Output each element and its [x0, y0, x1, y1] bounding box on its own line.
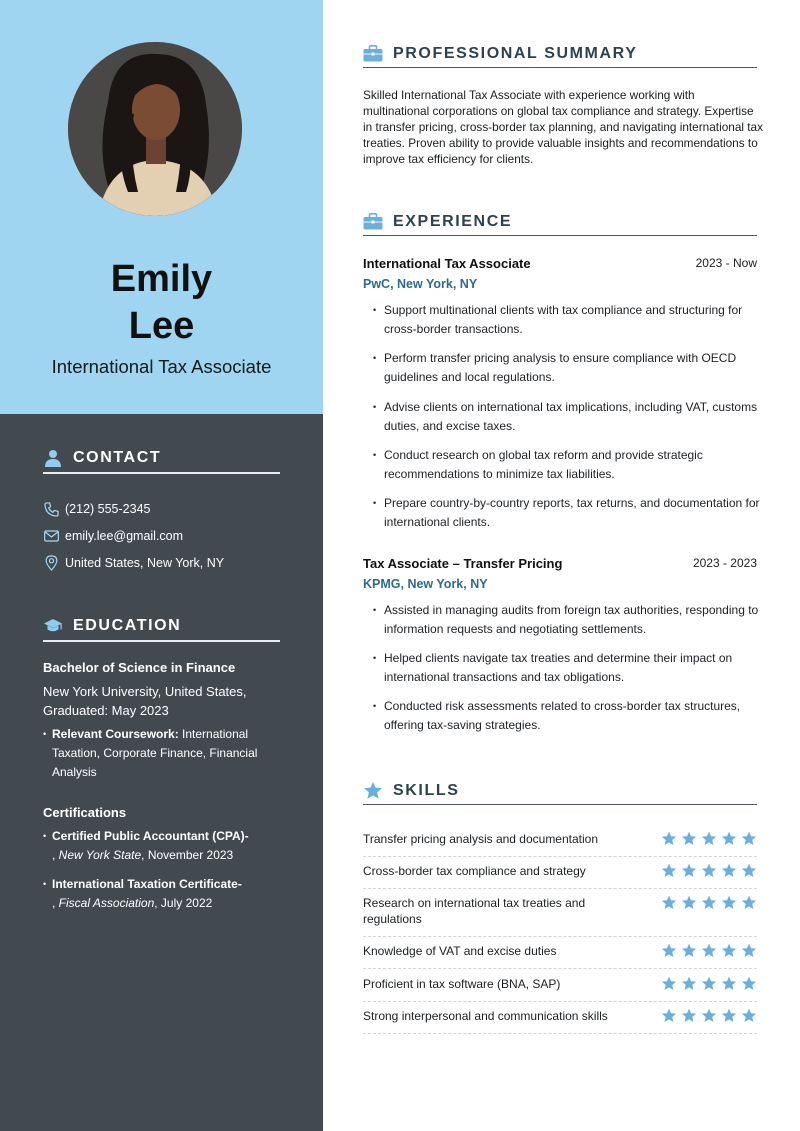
cert-date: , November 2023: [141, 848, 234, 862]
contact-heading: [43, 444, 280, 474]
skill-rating: [657, 976, 757, 991]
school-line1: New York University, United States,: [43, 684, 247, 699]
job-bullet: • Helped clients navigate tax treaties and determine their impact on international transactions and tax obligations.: [384, 649, 774, 687]
coursework-line2: Taxation, Corporate Finance, Financial: [52, 746, 258, 760]
skill-label: Cross-border tax compliance and strategy: [363, 864, 586, 878]
coursework-label: Relevant Coursework:: [52, 727, 179, 741]
star-icon: [701, 895, 717, 910]
cert-issuer: Fiscal Association: [58, 896, 155, 910]
skills-heading: [363, 777, 757, 805]
cert-prefix: ,: [52, 896, 59, 910]
star-icon: [661, 831, 677, 846]
education-heading: [43, 612, 280, 642]
star-icon: [681, 863, 697, 878]
skill-label: Transfer pricing analysis and documentation: [363, 832, 599, 846]
job-title: International Tax Associate: [363, 256, 531, 271]
summary-heading: [363, 40, 757, 68]
job-company: PwC, New York, NY: [363, 277, 478, 291]
cert-item: [52, 827, 284, 865]
coursework-line3: Analysis: [52, 765, 97, 779]
star-icon: [681, 1008, 697, 1023]
location-text: United States, New York, NY: [65, 556, 225, 570]
star-icon: [741, 831, 757, 846]
skill-rating: [657, 895, 757, 910]
location-pin-icon: [43, 555, 59, 571]
skill-rating: [657, 1008, 757, 1023]
skill-label: Knowledge of VAT and excise duties: [363, 944, 557, 958]
star-icon: [741, 976, 757, 991]
star-icon: [701, 976, 717, 991]
job-title: Tax Associate – Transfer Pricing: [363, 556, 563, 571]
star-icon: [721, 895, 737, 910]
cert-item: [52, 875, 284, 913]
job-company: KPMG, New York, NY: [363, 577, 488, 591]
school-line2: Graduated: May 2023: [43, 703, 169, 718]
contact-location: [43, 555, 224, 571]
skill-rating: [657, 943, 757, 958]
job-bullet: • Prepare country-by-country reports, tax returns, and documentation for international clients.: [384, 494, 774, 532]
briefcase-icon: [363, 212, 383, 232]
graduation-cap-icon: [43, 616, 63, 636]
contact-email: [43, 528, 183, 544]
mail-icon: [43, 528, 59, 544]
contact-heading-label: CONTACT: [73, 449, 162, 466]
star-icon: [721, 976, 737, 991]
skill-row: [363, 1008, 757, 1034]
star-icon: [681, 943, 697, 958]
experience-heading: [363, 208, 757, 236]
star-icon: [661, 943, 677, 958]
last-name: Lee: [128, 305, 195, 347]
star-icon: [363, 781, 383, 801]
star-icon: [701, 863, 717, 878]
star-icon: [741, 1008, 757, 1023]
user-icon: [43, 448, 63, 468]
skill-row: [363, 943, 757, 969]
certifications-heading: Certifications: [43, 805, 127, 820]
star-icon: [741, 895, 757, 910]
job-bullet: • Assisted in managing audits from foreign tax authorities, responding to information requests and negotiating settlements.: [384, 601, 774, 639]
star-icon: [681, 976, 697, 991]
degree: Bachelor of Science in Finance: [43, 660, 236, 675]
cert-name: Certified Public Accountant (CPA)-: [52, 829, 249, 843]
skill-label: Proficient in tax software (BNA, SAP): [363, 977, 561, 991]
experience-heading-label: EXPERIENCE: [393, 212, 513, 230]
job-dates: 2023 - Now: [695, 256, 757, 270]
star-icon: [661, 1008, 677, 1023]
job-bullet: • Support multinational clients with tax compliance and structuring for cross-border transactions.: [384, 301, 774, 339]
star-icon: [721, 1008, 737, 1023]
cert-prefix: ,: [52, 848, 59, 862]
coursework: [52, 725, 284, 782]
coursework-first: International: [178, 727, 249, 741]
avatar: [68, 42, 242, 216]
star-icon: [661, 863, 677, 878]
skill-rating: [657, 831, 757, 846]
star-icon: [701, 831, 717, 846]
email-text[interactable]: emily.lee@gmail.com: [65, 529, 184, 543]
star-icon: [701, 1008, 717, 1023]
job-bullet: • Conducted risk assessments related to cross-border tax structures, offering tax-saving strategies.: [384, 697, 774, 735]
briefcase-icon: [363, 44, 383, 64]
star-icon: [741, 863, 757, 878]
star-icon: [701, 943, 717, 958]
role-title: International Tax Associate: [51, 356, 272, 377]
star-icon: [721, 943, 737, 958]
star-icon: [661, 976, 677, 991]
skill-label: Research on international tax treaties and regulations: [363, 896, 586, 926]
star-icon: [681, 895, 697, 910]
skill-row: [363, 831, 757, 857]
job-dates: 2023 - 2023: [692, 556, 757, 570]
star-icon: [721, 863, 737, 878]
star-icon: [741, 943, 757, 958]
summary-text: Skilled International Tax Associate with experience working with multinational corporations on global tax compliance and strategy. Expertise in transfer pricing, cross-border tax planning, and navigating international tax treaties. Proven ability to provide valuable insights and recommendations to improve tax efficiency for clients.: [363, 88, 764, 166]
full-name: [0, 256, 323, 350]
avatar-photo: [68, 42, 242, 216]
skill-label: Strong interpersonal and communication skills: [363, 1009, 608, 1023]
contact-phone: [43, 501, 150, 517]
skill-row: [363, 976, 757, 1002]
skill-row: [363, 895, 757, 937]
job-bullet: • Conduct research on global tax reform and provide strategic recommendations to minimize tax liabilities.: [384, 446, 774, 484]
phone-icon: [43, 501, 59, 517]
skill-row: [363, 863, 757, 889]
education-heading-label: EDUCATION: [73, 617, 182, 634]
skills-heading-label: SKILLS: [393, 781, 460, 799]
cert-issuer: New York State: [58, 848, 142, 862]
cert-name: International Taxation Certificate-: [52, 877, 242, 891]
job-bullet: • Advise clients on international tax implications, including VAT, customs duties, and excise taxes.: [384, 398, 774, 436]
cert-date: , July 2022: [154, 896, 213, 910]
job-bullet: • Perform transfer pricing analysis to ensure compliance with OECD guidelines and local regulations.: [384, 349, 774, 387]
star-icon: [721, 831, 737, 846]
first-name: Emily: [110, 258, 213, 300]
phone-text[interactable]: (212) 555-2345: [65, 502, 151, 516]
skill-rating: [657, 863, 757, 878]
profile-header: [0, 0, 323, 414]
summary-heading-label: PROFESSIONAL SUMMARY: [393, 44, 638, 62]
star-icon: [661, 895, 677, 910]
star-icon: [681, 831, 697, 846]
